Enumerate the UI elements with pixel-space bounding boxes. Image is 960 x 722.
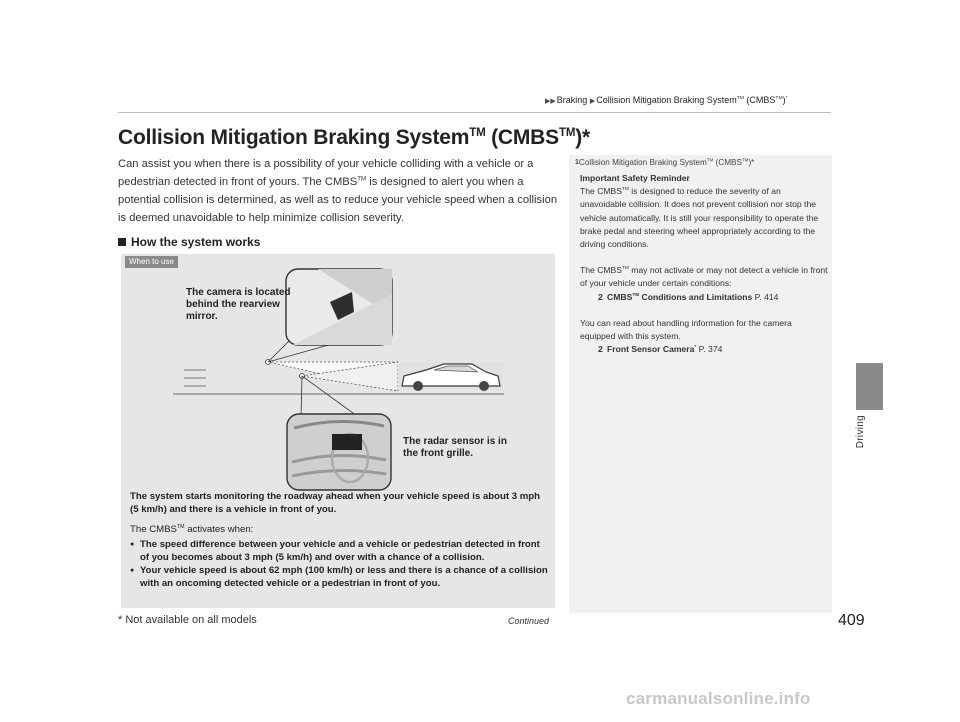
camera-label: The camera is located behind the rearview mirror. [186, 287, 291, 322]
tm-mark: TM [736, 96, 744, 101]
page-number: 409 [838, 612, 865, 629]
note-head-a: Collision Mitigation Braking System [578, 158, 707, 167]
monitoring-text: The system starts monitoring the roadway ahead when your vehicle speed is about 3 mph (5 km/h) and there is a vehicle in front of you. [130, 491, 540, 515]
ref1-text-b: Conditions and Limitations [639, 291, 753, 302]
title-paren: (CMBS [485, 126, 559, 149]
section-heading-text: How the system works [131, 235, 261, 249]
title-end: )* [575, 126, 591, 149]
breadcrumb-close: ) [782, 95, 786, 105]
note-marker-icon: 1 [575, 159, 579, 166]
tm-mark: TM [176, 523, 185, 530]
ref2-asterisk: * [694, 345, 697, 351]
list-item: ● The speed difference between your vehicle and a vehicle or pedestrian detected in front of you becomes about 3 mph (5 km/h) and over with a chance of a collision. [130, 538, 550, 564]
note-paragraph-2 [580, 264, 828, 290]
camera-callout-icon [286, 269, 392, 345]
note-paragraph-3: You can read about handling information for the camera equipped with this system. [580, 317, 792, 342]
activates-text-a: The CMBS [130, 524, 177, 535]
list-item: ● Your vehicle speed is about 62 mph (100 km/h) or less and there is a chance of a collision with an oncoming detected vehicle or a pedestrian in front of you. [130, 564, 550, 590]
page-title [118, 126, 590, 150]
side-note-heading [575, 158, 754, 167]
tm-mark: TM [622, 187, 629, 193]
breadcrumb-item-cmbs-abbr: (CMBS [746, 95, 776, 105]
cmbs-limitations-link[interactable] [580, 291, 828, 304]
breadcrumb-arrow-icon: ▶ [589, 98, 596, 105]
reference-arrow-icon: 2 [598, 291, 603, 302]
ref2-text: Front Sensor Camera [607, 344, 695, 355]
radar-label: The radar sensor is in the front grille. [403, 436, 507, 459]
breadcrumb-arrow-icon: ▶▶ [545, 98, 556, 105]
continued-label: Continued [508, 616, 550, 626]
note-head-c: )* [748, 158, 755, 167]
ref1-page: P. 414 [752, 291, 779, 302]
tm-mark: TM [469, 127, 486, 139]
watermark: carmanualsonline.info [626, 689, 811, 708]
note-p1-b: is designed to reduce the severity of an unavoidable collision. It does not prevent collision nor stop the vehicle automatically. It is still your responsibility to operate the brake pedal and steering wheel appropriately according to the driving conditions. [580, 186, 819, 250]
breadcrumb-item-cmbs[interactable]: Collision Mitigation Braking System [596, 95, 737, 105]
activates-text [130, 524, 253, 537]
title-main: Collision Mitigation Braking System [118, 126, 470, 149]
side-note-body [580, 172, 828, 356]
when-to-use-badge: When to use [125, 256, 178, 268]
note-head-b: (CMBS [713, 158, 742, 167]
note-p2-b: may not activate or may not detect a vehicle in front of your vehicle under certain conditions: [580, 265, 828, 289]
section-heading [118, 235, 260, 249]
section-tab-label: Driving [855, 415, 866, 449]
square-bullet-icon [118, 238, 126, 246]
header-rule [118, 112, 831, 113]
tm-mark: TM [706, 157, 714, 163]
breadcrumb-item-braking[interactable]: Braking [556, 95, 588, 105]
note-paragraph-1 [580, 185, 828, 251]
tm-mark: TM [632, 292, 640, 298]
reference-arrow-icon: 2 [598, 344, 603, 355]
tm-mark: TM [741, 157, 749, 163]
ref2-page: P. 374 [696, 344, 723, 355]
breadcrumb [545, 95, 787, 105]
intro-paragraph [118, 155, 558, 227]
tm-mark: TM [622, 266, 629, 272]
tm-mark: TM [558, 127, 576, 139]
ref1-text-a: CMBS [607, 291, 633, 302]
footnote: * Not available on all models [118, 614, 257, 626]
breadcrumb-asterisk: * [785, 96, 788, 101]
radar-callout-icon [287, 414, 391, 490]
note-p2-a: The CMBS [580, 265, 623, 276]
activates-text-b: activates when: [184, 524, 254, 535]
tm-mark: TM [357, 175, 367, 183]
activation-conditions-list [130, 538, 550, 590]
tm-mark: TM [775, 96, 783, 101]
front-sensor-camera-link[interactable] [580, 343, 828, 356]
note-p1-a: The CMBS [580, 186, 623, 197]
intro-text-a: Can assist you when there is a possibility of your vehicle colliding with a vehicle or a pedestrian detected in front of yours. The CMBS [118, 158, 534, 188]
intro-text-b: is designed to alert you when a potential collision is determined, as well as to reduce your vehicle speed when a collision is deemed unavoidable to help minimize collision severity. [118, 176, 558, 224]
safety-reminder-title: Important Safety Reminder [580, 173, 690, 183]
section-tab [856, 363, 883, 410]
